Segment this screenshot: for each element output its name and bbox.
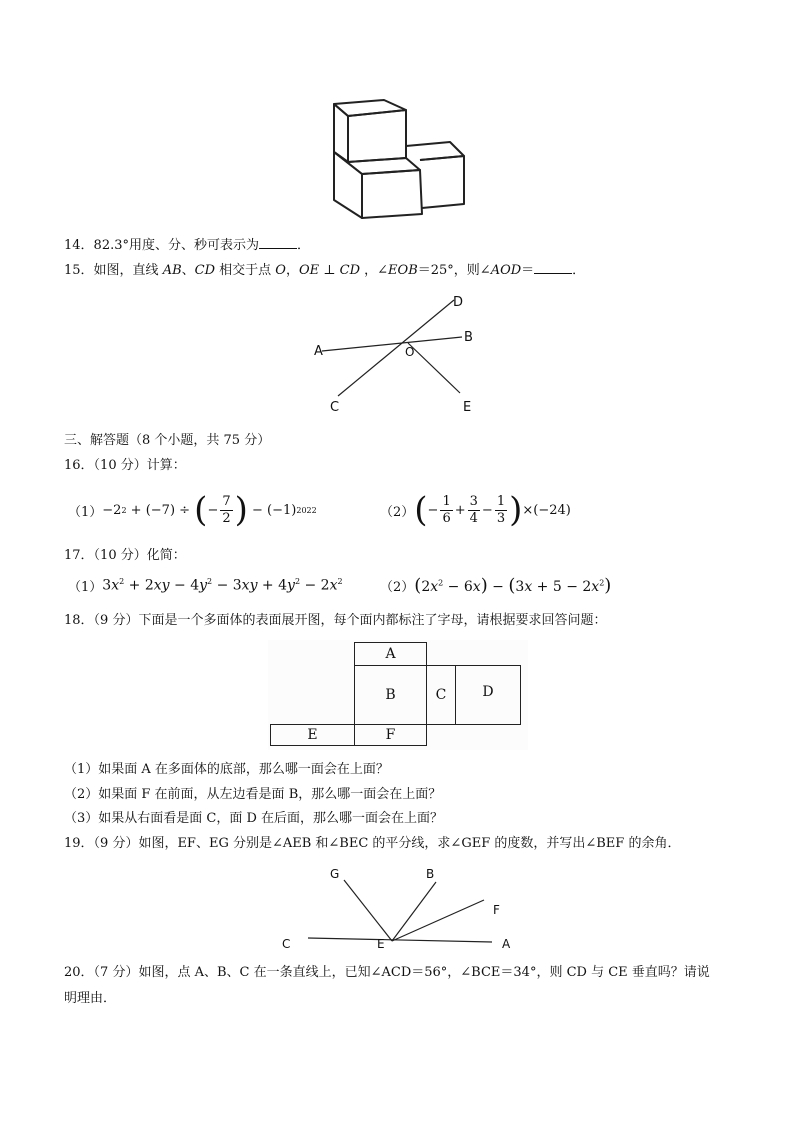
face-e-label: E [307, 727, 318, 743]
label-d: D [453, 295, 464, 310]
question-17-part-2 [380, 574, 611, 596]
face-b-label: B [385, 687, 396, 703]
question-18-part-3: （3）如果从右面看是面 C，面 D 在后面，那么哪一面会在上面？ [64, 811, 444, 826]
label-a: A [502, 937, 511, 951]
answer-blank [534, 261, 572, 274]
question-14-text: 14．82.3°用度、分、秒可表示为 [64, 238, 259, 253]
label-b: B [426, 867, 435, 881]
label-c: C [330, 400, 340, 415]
label-o: O [405, 345, 415, 359]
face-f-label: F [385, 727, 396, 743]
expression-16-1: −2 2 + (−7) ÷ ( − $\frac{7}{2}$ ) − (−1) 2022 [102, 490, 317, 530]
label-b: B [464, 330, 473, 345]
question-14 [64, 236, 310, 255]
question-19: 19．（9 分）如图，EF、EG 分别是∠AEB 和∠BEC 的平分线，求∠GEF 的度数，并写出∠BEF 的余角． [64, 836, 681, 851]
line-ab-label: AB [162, 263, 182, 278]
question-16-part-1 [68, 490, 317, 530]
q15-mid2: ， [285, 263, 299, 278]
question-16-heading: 16．（10 分）计算： [64, 458, 186, 473]
figure-19-angle-bisectors [274, 862, 524, 954]
q15-pre: 15．如图，直线 [64, 263, 163, 278]
label-a: A [314, 344, 323, 359]
q15-mid5: ＝ [521, 263, 535, 278]
question-20-line-2: 明理由． [64, 991, 117, 1006]
angle-eob-label: EOB [388, 263, 418, 278]
q15-sep: 、 [181, 263, 195, 278]
part-label: （2） [380, 579, 415, 595]
q15-mid1: 相交于点 [215, 263, 276, 278]
answer-blank [259, 236, 297, 249]
net-diagram [268, 640, 528, 750]
part-label: （2） [380, 504, 415, 520]
expression-17-1: $3x^2 + 2xy - 4y^2 - 3xy + 4y^2 - 2x^2$ [102, 576, 343, 594]
q15-mid4: ＝25°，则∠ [417, 263, 491, 278]
face-e [270, 724, 355, 746]
section-heading: 三、解答题（8 个小题，共 75 分） [64, 433, 271, 448]
label-f: F [493, 903, 500, 917]
point-o-label: O [275, 263, 286, 278]
perp-symbol: ⊥ [319, 263, 340, 278]
q15-end: ． [572, 263, 586, 278]
face-c-label: C [435, 687, 447, 703]
label-g: G [330, 867, 340, 881]
question-14-end: ． [297, 238, 311, 253]
label-e: E [463, 400, 472, 415]
part-label: （1） [68, 579, 103, 595]
question-20-line-1: 20．（7 分）如图，点 A、B、C 在一条直线上，已知∠ACD＝56°，∠BCE＝34°，则 CD 与 CE 垂直吗？请说 [64, 965, 710, 980]
face-d-label: D [482, 684, 494, 700]
question-17-heading: 17．（10 分）化简： [64, 548, 186, 563]
face-b [354, 665, 427, 725]
q15-mid3: ，∠ [360, 263, 389, 278]
figure-15-intersecting-lines [308, 288, 488, 418]
label-e: E [377, 937, 385, 951]
line-cd-label-2: CD [339, 263, 361, 278]
angle-aod-label: AOD [490, 263, 522, 278]
line-cd-label: CD [194, 263, 216, 278]
question-15 [64, 261, 585, 280]
question-18-heading: 18．（9 分）下面是一个多面体的表面展开图，每个面内都标注了字母，请根据要求回答问题： [64, 613, 607, 628]
expression-17-2: $(2x^2 - 6x) - (3x + 5 - 2x^2)$ [414, 574, 612, 596]
ray-oe-label: OE [298, 263, 320, 278]
face-a-label: A [385, 646, 396, 662]
expression-16-2: ( − $\frac{1}{6}$ + $\frac{3}{4}$ − $\frac{1}{3}$ ) ×(−24) [414, 490, 571, 530]
question-16-part-2 [380, 490, 571, 530]
question-18-part-1: （1）如果面 A 在多面体的底部，那么哪一面会在上面？ [64, 762, 389, 777]
face-a [354, 642, 427, 666]
cube-stack-figure [326, 96, 471, 224]
question-17-part-1 [68, 574, 343, 596]
part-label: （1） [68, 504, 103, 520]
face-f [354, 724, 427, 746]
face-d [455, 665, 521, 725]
question-18-part-2: （2）如果面 F 在前面，从左边看是面 B，那么哪一面会在上面？ [64, 787, 442, 802]
face-c [426, 665, 456, 725]
label-c: C [282, 937, 291, 951]
